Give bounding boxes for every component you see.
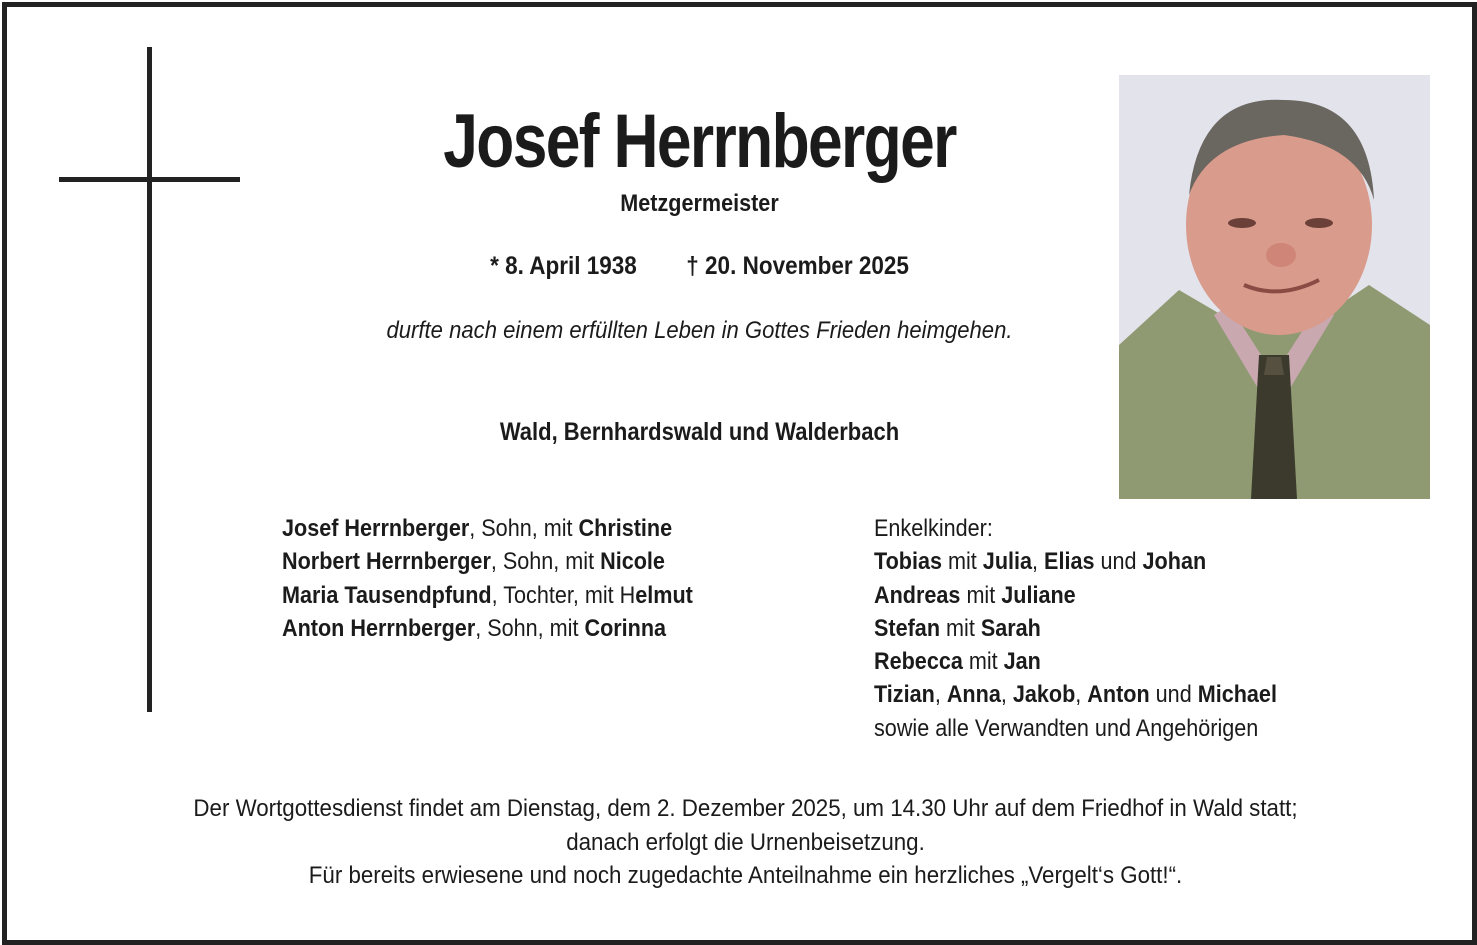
family-name: Tizian bbox=[874, 681, 935, 709]
service-notice bbox=[77, 792, 1413, 893]
family-name: Nicole bbox=[600, 548, 665, 576]
family-relation: sowie alle Verwandten und Angehörigen bbox=[874, 714, 1259, 742]
family-name: Michael bbox=[1197, 681, 1277, 709]
family-list-grandchildren bbox=[874, 512, 1351, 745]
family-line bbox=[282, 512, 768, 545]
birth-date: * 8. April 1938 bbox=[490, 252, 637, 280]
service-line-3: Für bereits erwiesene und noch zugedachte Anteilnahme ein herzliches „Vergelt‘s Gott!“. bbox=[308, 862, 1183, 889]
family-relation: , Sohn, mit bbox=[475, 614, 585, 642]
family-list-children bbox=[282, 512, 768, 645]
family-name: Josef Herrnberger bbox=[282, 515, 470, 542]
family-name: Julia bbox=[982, 548, 1033, 576]
family-name: elmut bbox=[635, 581, 693, 609]
family-relation: Enkelkinder: bbox=[874, 515, 993, 542]
death-date: † 20. November 2025 bbox=[686, 252, 909, 280]
family-relation: und bbox=[1094, 548, 1143, 576]
deceased-name: Josef Herrnberger bbox=[443, 99, 956, 184]
family-relation: mit bbox=[962, 648, 1004, 676]
family-name: Anton bbox=[1087, 681, 1150, 709]
place-line: Wald, Bernhardswald und Walderbach bbox=[499, 418, 900, 446]
family-line bbox=[874, 645, 1351, 678]
family-relation: mit bbox=[942, 548, 983, 576]
service-line-2: danach erfolgt die Urnenbeisetzung. bbox=[566, 828, 925, 856]
family-name: Stefan bbox=[874, 614, 941, 642]
family-name: Anna bbox=[946, 681, 1001, 709]
family-name: Jan bbox=[1003, 648, 1041, 676]
family-name: Anton Herrnberger bbox=[282, 614, 476, 642]
profession: Metzgermeister bbox=[620, 190, 779, 217]
family-relation: mit bbox=[940, 614, 981, 642]
portrait-illustration bbox=[1119, 75, 1430, 499]
family-relation: und bbox=[1149, 681, 1198, 709]
family-relation: , bbox=[1075, 681, 1088, 709]
family-name: Johan bbox=[1142, 548, 1207, 576]
family-line bbox=[874, 612, 1351, 645]
family-line bbox=[874, 579, 1351, 612]
family-line bbox=[874, 512, 1351, 545]
cross-icon bbox=[147, 47, 152, 712]
family-name: Juliane bbox=[1001, 581, 1076, 609]
family-relation: , Tochter, mit H bbox=[491, 581, 636, 609]
portrait-photo bbox=[1119, 75, 1430, 499]
cross-icon-bar bbox=[59, 177, 240, 182]
family-name: Christine bbox=[578, 515, 673, 542]
family-relation: , bbox=[1000, 681, 1013, 709]
family-line bbox=[282, 579, 768, 612]
family-name: Jakob bbox=[1012, 681, 1076, 709]
service-line-1: Der Wortgottesdienst findet am Dienstag, dem 2. Dezember 2025, um 14.30 Uhr auf dem Friedhof in Wald statt; bbox=[193, 795, 1298, 822]
family-line bbox=[282, 545, 768, 578]
family-name: Norbert Herrnberger bbox=[282, 548, 491, 576]
family-relation: , Sohn, mit bbox=[469, 515, 579, 542]
family-relation: mit bbox=[960, 581, 1002, 609]
family-name: Maria Tausendpfund bbox=[282, 581, 492, 609]
family-name: Tobias bbox=[874, 548, 943, 576]
life-dates bbox=[346, 252, 1053, 281]
obituary-text: durfte nach einem erfüllten Leben in Gottes Frieden heimgehen. bbox=[386, 317, 1013, 344]
family-name: Sarah bbox=[980, 614, 1041, 642]
family-line bbox=[874, 545, 1351, 578]
family-name: Andreas bbox=[874, 581, 961, 609]
obituary-card bbox=[2, 2, 1477, 945]
family-relation: , Sohn, mit bbox=[490, 548, 601, 576]
family-name: Corinna bbox=[584, 614, 667, 642]
family-relation: , bbox=[934, 681, 947, 709]
family-line bbox=[874, 678, 1351, 711]
family-relation: , bbox=[1032, 548, 1045, 576]
family-name: Rebecca bbox=[874, 648, 963, 676]
family-line bbox=[874, 712, 1351, 745]
family-name: Elias bbox=[1044, 548, 1095, 576]
family-line bbox=[282, 612, 768, 645]
